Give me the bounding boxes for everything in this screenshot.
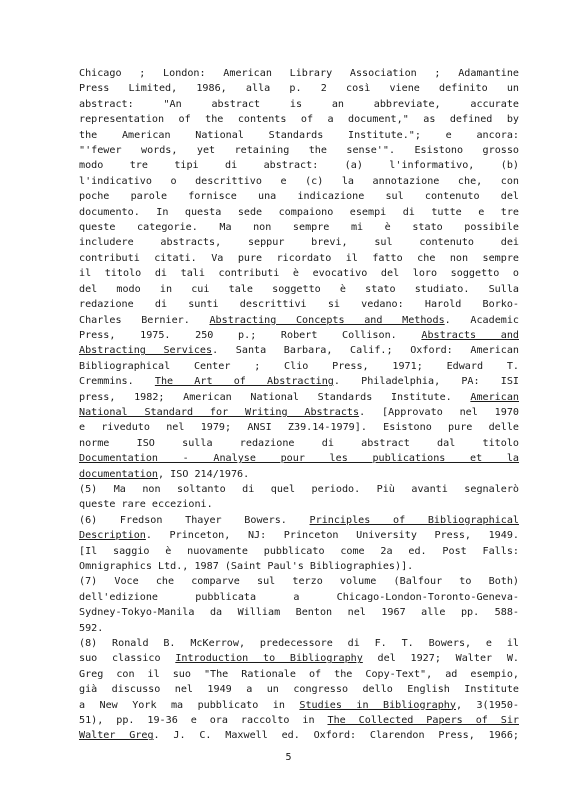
- underlined-title: The Collected Papers of Sir: [327, 715, 520, 727]
- text-line: [79, 220, 519, 235]
- text-line: [79, 390, 519, 405]
- text-run: . [Approvato nel 1970: [359, 406, 519, 418]
- text-run: Cremmins.: [79, 376, 155, 388]
- text-run: "'fewer words, yet retaining the sense'". Esistono grosso: [79, 145, 519, 157]
- text-run: (7) Voce che comparve sul terzo volume (Balfour to Both): [79, 576, 519, 588]
- text-run: già discusso nel 1949 a un congresso dello English Institute: [79, 684, 519, 696]
- text-run: (8) Ronald B. McKerrow, predecessore di F. T. Bowers, e il: [79, 638, 519, 650]
- text-run: 592.: [79, 622, 104, 634]
- text-run: . Santa Barbara, Calif.; Oxford: American: [212, 345, 519, 357]
- body-text: [79, 66, 519, 744]
- underlined-title: Abstracts and: [421, 329, 519, 341]
- text-run: Sydney-Tokyo-Manila da William Benton nel 1967 alle pp. 588-: [79, 607, 519, 619]
- text-run: (5) Ma non soltanto di quel periodo. Più avanti segnalerò: [79, 483, 519, 495]
- text-run: Greg con il suo "The Rationale of the Copy-Text", ad esempio,: [79, 668, 519, 680]
- text-run: Bibliographical Center ; Clio Press, 1971; Edward T.: [79, 360, 519, 372]
- text-run: redazione di sunti descrittivi si vedano: Harold Borko-: [79, 299, 519, 311]
- text-run: del 1927; Walter W.: [362, 653, 519, 665]
- text-line: [79, 420, 519, 435]
- text-run: documento. In questa sede compaiono esempi di tutte e tre: [79, 206, 519, 218]
- text-run: abstract: "An abstract is an abbreviate, accurate: [79, 98, 519, 110]
- underlined-title: American: [470, 391, 519, 403]
- text-run: norme ISO sulla redazione di abstract dal titolo: [79, 437, 519, 449]
- text-run: . Princeton, NJ: Princeton University Press, 1949.: [145, 530, 519, 542]
- text-line: [79, 698, 519, 713]
- text-line: [79, 497, 519, 512]
- text-line: [79, 574, 519, 589]
- text-line: [79, 605, 519, 620]
- text-run: (6) Fredson Thayer Bowers.: [79, 514, 310, 526]
- page-number: 5: [285, 752, 292, 763]
- text-run: poche parole fornisce una indicazione sul contenuto del: [79, 191, 519, 203]
- text-line: [79, 251, 519, 266]
- text-run: . Academic: [444, 314, 519, 326]
- text-line: [79, 374, 519, 389]
- text-line: [79, 728, 519, 743]
- text-run: a New York ma pubblicato in: [79, 699, 300, 711]
- text-line: [79, 405, 519, 420]
- text-line: [79, 313, 519, 328]
- text-run: , ISO 214/1976.: [158, 468, 250, 480]
- text-line: [79, 559, 519, 574]
- text-run: 51), pp. 19-36 e ora raccolto in: [79, 715, 328, 727]
- text-line: [79, 343, 519, 358]
- text-run: the American National Standards Institute."; e ancora:: [79, 129, 519, 141]
- text-line: [79, 682, 519, 697]
- text-line: [79, 528, 519, 543]
- text-line: [79, 297, 519, 312]
- text-run: Chicago ; London: American Library Association ; Adamantine: [79, 68, 519, 79]
- text-line: [79, 189, 519, 204]
- text-line: [79, 667, 519, 682]
- text-line: [79, 266, 519, 281]
- underlined-title: documentation: [79, 468, 159, 480]
- text-line: [79, 651, 519, 666]
- text-line: [79, 174, 519, 189]
- text-line: [79, 128, 519, 143]
- text-run: Press Limited, 1986, alla p. 2 così viene definito un: [79, 83, 519, 95]
- text-line: [79, 205, 519, 220]
- underlined-title: Introduction to Bibliography: [175, 653, 363, 665]
- text-line: [79, 713, 519, 728]
- text-run: dell'edizione pubblicata a Chicago-London-Toronto-Geneva-: [79, 591, 519, 603]
- text-run: del modo in cui tale soggetto è stato studiato. Sulla: [79, 283, 519, 295]
- underlined-title: Studies in Bibliography: [299, 699, 456, 711]
- text-run: l'indicativo o descrittivo e (c) la annotazione che, con: [79, 175, 519, 187]
- underlined-title: Abstracting Concepts and Methods: [209, 314, 445, 326]
- text-line: [79, 436, 519, 451]
- text-line: [79, 282, 519, 297]
- text-line: [79, 143, 519, 158]
- text-line: [79, 544, 519, 559]
- text-line: [79, 636, 519, 651]
- text-line: [79, 235, 519, 250]
- text-run: e riveduto nel 1979; ANSI Z39.14-1979]. Esistono pure delle: [79, 422, 519, 434]
- text-run: . J. C. Maxwell ed. Oxford: Clarendon Press, 1966;: [153, 730, 519, 742]
- text-run: contributi citati. Va pure ricordato il fatto che non sempre: [79, 252, 519, 264]
- text-run: Charles Bernier.: [79, 314, 210, 326]
- underlined-title: Documentation - Analyse pour les publications et la: [79, 453, 519, 465]
- text-line: [79, 328, 519, 343]
- text-line: [79, 513, 519, 528]
- text-run: suo classico: [79, 653, 176, 665]
- text-run: . Philadelphia, PA: ISI: [333, 376, 519, 388]
- text-line: [79, 158, 519, 173]
- text-line: [79, 467, 519, 482]
- underlined-title: Principles of Bibliographical: [309, 514, 520, 526]
- underlined-title: Abstracting Services: [79, 345, 213, 357]
- text-line: [79, 112, 519, 127]
- text-run: il titolo di tali contributi è evocativo del loro soggetto o: [79, 268, 519, 280]
- text-run: includere abstracts, seppur brevi, sul contenuto dei: [79, 237, 519, 249]
- text-line: [79, 451, 519, 466]
- text-run: Omnigraphics Ltd., 1987 (Saint Paul's Bibliographies)].: [79, 561, 414, 572]
- text-line: [79, 482, 519, 497]
- underlined-title: The Art of Abstracting: [154, 376, 334, 388]
- underlined-title: Walter Greg: [79, 730, 154, 742]
- text-run: , 3(1950-: [455, 699, 520, 711]
- text-line: [79, 621, 519, 636]
- text-run: queste categorie. Ma non sempre mi è stato possibile: [79, 222, 519, 234]
- text-run: press, 1982; American National Standards Institute.: [79, 391, 471, 403]
- text-run: queste rare eccezioni.: [79, 499, 213, 511]
- text-line: [79, 81, 519, 96]
- text-line: [79, 359, 519, 374]
- text-run: [Il saggio è nuovamente pubblicato come 2a ed. Post Falls:: [79, 545, 519, 557]
- text-line: [79, 66, 519, 81]
- text-run: modo tre tipi di abstract: (a) l'informativo, (b): [79, 160, 519, 172]
- text-run: representation of the contents of a document," as defined by: [79, 114, 519, 126]
- text-run: Press, 1975. 250 p.; Robert Collison.: [79, 329, 422, 341]
- underlined-title: National Standard for Writing Abstracts: [79, 406, 360, 418]
- text-line: [79, 590, 519, 605]
- underlined-title: Description: [79, 530, 146, 542]
- text-line: [79, 97, 519, 112]
